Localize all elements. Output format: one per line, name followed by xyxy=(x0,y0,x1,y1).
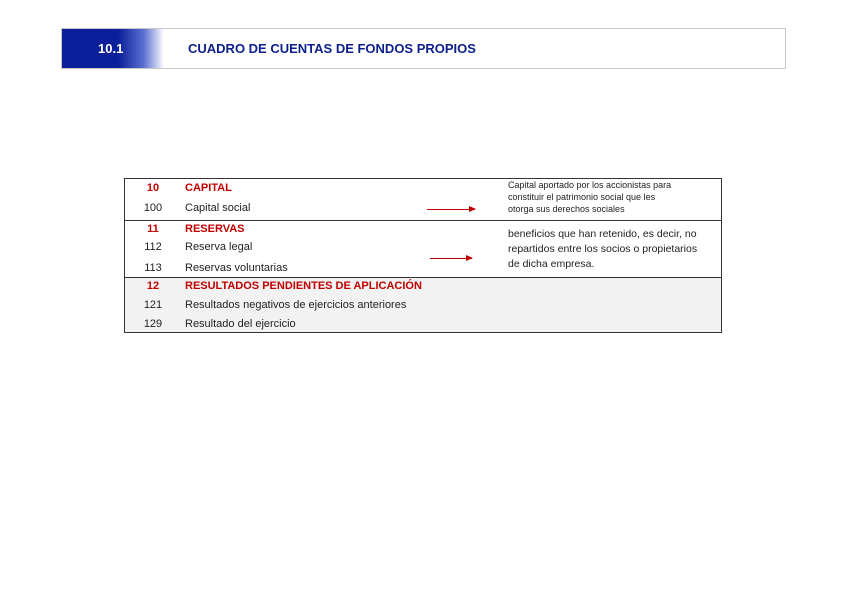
group-reservas xyxy=(125,221,721,278)
reservas-note: beneficios que han retenido, es decir, no repartidos entre los socios o propietarios de dicha empresa. xyxy=(508,228,698,270)
account-name: Resultado del ejercicio xyxy=(185,318,296,330)
account-name: Reserva legal xyxy=(185,241,253,253)
account-code: 112 xyxy=(144,241,162,253)
account-code: 121 xyxy=(143,299,163,311)
group-code: 12 xyxy=(146,280,160,292)
group-name: RESERVAS xyxy=(185,223,245,235)
group-code: 10 xyxy=(146,182,160,194)
account-code: 129 xyxy=(143,318,163,330)
account-code: 100 xyxy=(143,202,163,214)
group-resultados xyxy=(125,278,721,332)
group-name: CAPITAL xyxy=(185,182,232,194)
section-header xyxy=(61,28,786,69)
section-title: CUADRO DE CUENTAS DE FONDOS PROPIOS xyxy=(188,41,476,56)
arrow-icon xyxy=(427,209,475,210)
section-number: 10.1 xyxy=(62,29,164,68)
account-code: 113 xyxy=(144,262,162,274)
account-name: Reservas voluntarias xyxy=(185,262,288,274)
account-name: Resultados negativos de ejercicios anteriores xyxy=(185,299,407,311)
arrow-icon xyxy=(430,258,472,259)
capital-note: Capital aportado por los accionistas para constituir el patrimonio social que les otorga sus derechos sociales xyxy=(508,180,672,214)
group-capital xyxy=(125,179,721,221)
group-name: RESULTADOS PENDIENTES DE APLICACIÓN xyxy=(185,280,422,292)
accounts-table xyxy=(124,178,722,333)
group-code: 11 xyxy=(147,223,159,235)
account-name: Capital social xyxy=(185,202,251,214)
